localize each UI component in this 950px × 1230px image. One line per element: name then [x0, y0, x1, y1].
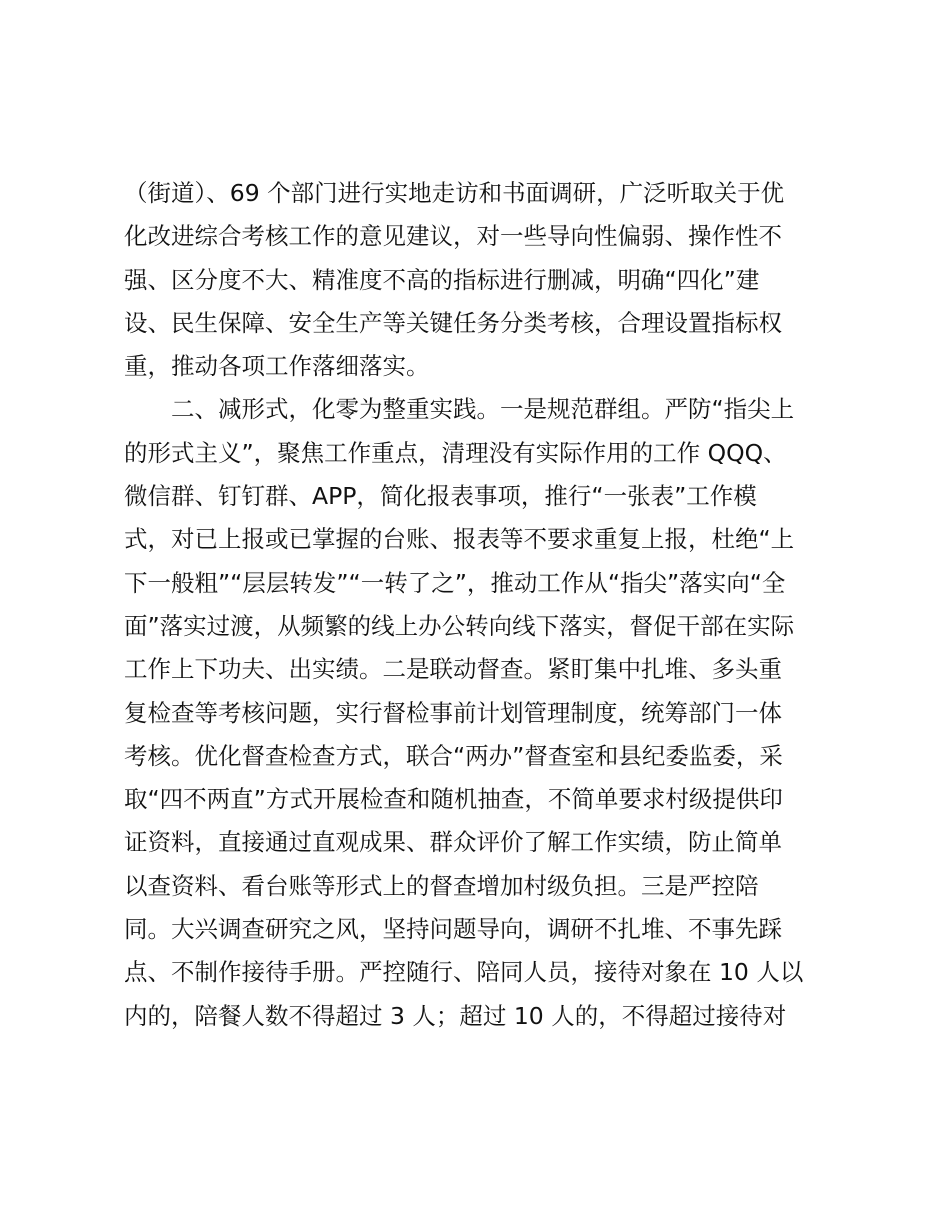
text-line: 内的，陪餐人数不得超过 3 人；超过 10 人的，不得超过接待对 — [124, 1001, 787, 1030]
text-line: 下一般粗”“层层转发”“一转了之”，推动工作从“指尖”落实向“全 — [124, 568, 786, 597]
text-line: 点、不制作接待手册。严控随行、陪同人员，接待对象在 10 人以 — [124, 958, 804, 987]
text-line: 以查资料、看台账等形式上的督查增加村级负担。三是严控陪 — [124, 871, 759, 900]
text-line: 的形式主义”，聚焦工作重点，清理没有实际作用的工作 QQQ、 — [124, 438, 787, 467]
text-line: 考核。优化督查检查方式，联合“两办”督查室和县纪委监委，采 — [124, 741, 783, 770]
text-line: 化改进综合考核工作的意见建议，对一些导向性偏弱、操作性不 — [124, 222, 782, 251]
text-line: 取“四不两直”方式开展检查和随机抽查，不简单要求村级提供印 — [124, 785, 783, 814]
text-line: 复检查等考核问题，实行督检事前计划管理制度，统筹部门一体 — [124, 698, 782, 727]
body-text — [124, 172, 844, 1038]
text-line: 式，对已上报或已掌握的台账、报表等不要求重复上报，杜绝“上 — [124, 525, 795, 554]
text-line: （街道）、69 个部门进行实地走访和书面调研，广泛听取关于优 — [124, 179, 785, 207]
text-line: 设、民生保障、安全生产等关键任务分类考核，合理设置指标权 — [124, 308, 782, 337]
text-line: 证资料，直接通过直观成果、群众评价了解工作实绩，防止简单 — [124, 828, 782, 857]
text-line: 强、区分度不大、精准度不高的指标进行删减，明确“四化”建 — [124, 265, 760, 294]
text-line: 二、减形式，化零为整重实践。一是规范群组。严防“指尖上 — [124, 395, 795, 424]
text-line: 重，推动各项工作落细落实。 — [124, 352, 430, 381]
text-line: 微信群、钉钉群、APP，简化报表事项，推行“一张表”工作模 — [124, 482, 757, 511]
text-line: 工作上下功夫、出实绩。二是联动督查。紧盯集中扎堆、多头重 — [124, 655, 782, 684]
text-line: 同。大兴调查研究之风，坚持问题导向，调研不扎堆、不事先踩 — [124, 915, 782, 944]
text-line: 面”落实过渡，从频繁的线上办公转向线下落实，督促干部在实际 — [124, 611, 795, 640]
